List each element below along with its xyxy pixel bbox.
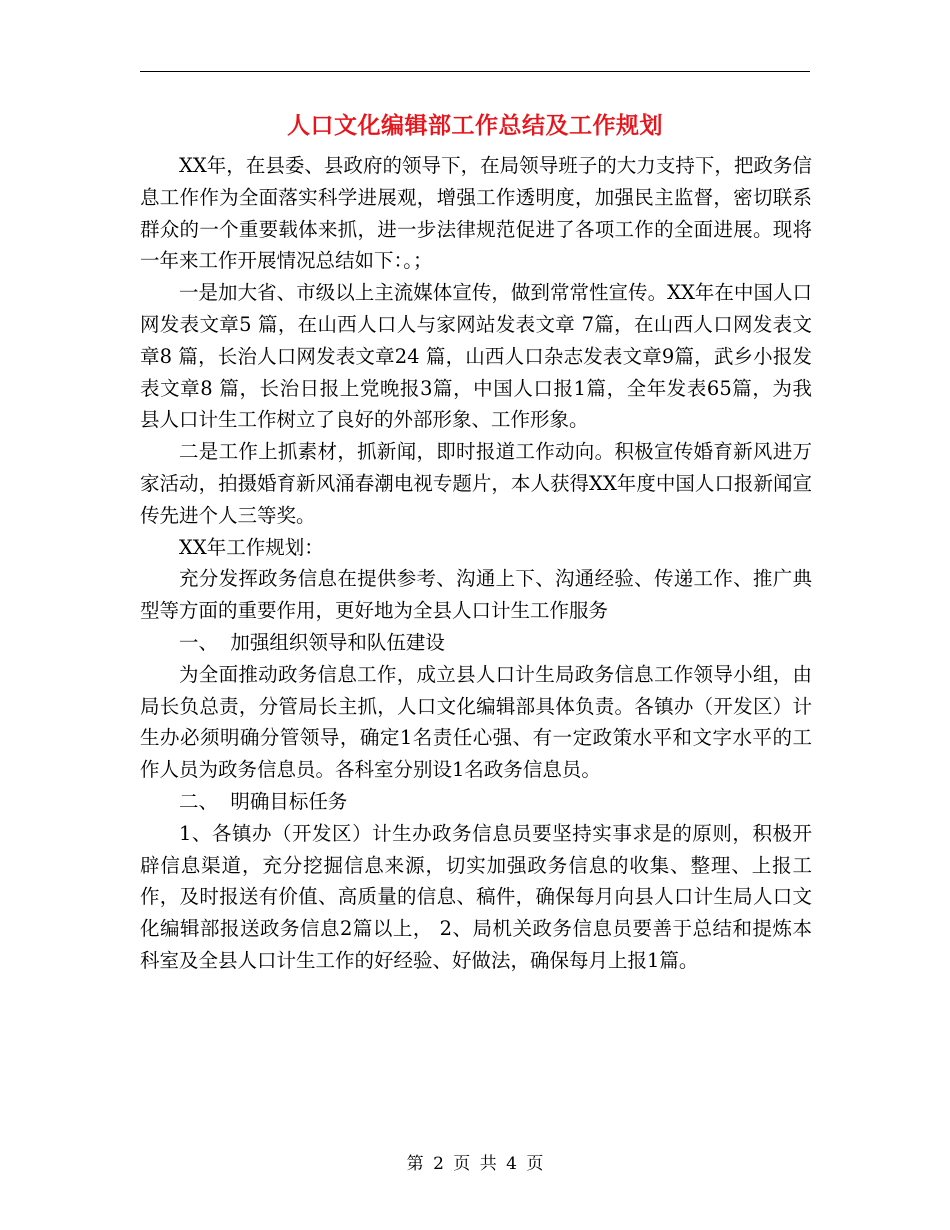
paragraph-plan-intro: 充分发挥政务信息在提供参考、沟通上下、沟通经验、传递工作、推广典型等方面的重要作用，更好地为全县人口计生工作服务 — [140, 567, 812, 623]
paragraph-intro: XX年，在县委、县政府的领导下，在局领导班子的大力支持下，把政务信息工作作为全面落实科学进展观，增强工作透明度，加强民主监督，密切联系群众的一个重要载体来抓，进一步法律规范促进了各项工作的全面进展。现将一年来工作开展情况总结如下：。； — [140, 154, 812, 273]
paragraph-organization: 为全面推动政务信息工作，成立县人口计生局政务信息工作领导小组，由局长负总责，分管局长主抓，人口文化编辑部具体负责。各镇办（开发区）计生办必须明确分管领导，确定1名责任心强、有一定政策水平和文字水平的工作人员为政务信息员。各科室分别设1名政务信息员。 — [140, 662, 812, 782]
document-title: 人口文化编辑部工作总结及工作规划 — [287, 112, 663, 139]
paragraph-targets: 1、各镇办（开发区）计生办政务信息员要坚持实事求是的原则，积极开辟信息渠道，充分挖掘信息来源，切实加强政务信息的收集、整理、上报工作，及时报送有价值、高质量的信息、稿件，确保每月向县人口计生局人口文化编辑部报送政务信息2篇以上， 2、局机关政务信息员要善于总结和提炼本科室及全县人口计生工作的好经验、好做法，确保每月上报1篇。 — [140, 821, 812, 972]
page-number: 第 2 页 共 4 页 — [406, 1154, 544, 1174]
section-heading-targets: 二、 明确目标任务 — [179, 789, 348, 813]
document-body — [140, 150, 812, 977]
paragraph-media-publicity: 一是加大省、市级以上主流媒体宣传，做到常常性宣传。XX年在中国人口网发表文章5 篇，在山西人口人与家网站发表文章 7篇，在山西人口网发表文章8 篇，长治人口网发表文章24 篇，山西人口杂志发表文章9篇，武乡小报发表文章8 篇，长治日报上党晚报3篇，中国人口报1篇，全年发表65篇，为我县人口计生工作树立了良好的外部形象、工作形象。 — [140, 281, 812, 432]
header-rule — [140, 71, 810, 72]
paragraph-plan-heading: XX年工作规划： — [179, 535, 324, 559]
paragraph-news-reporting: 二是工作上抓素材，抓新闻，即时报道工作动向。积极宣传婚育新风进万家活动，拍摄婚育新风涌春潮电视专题片，本人获得XX年度中国人口报新闻宣传先进个人三等奖。 — [140, 440, 812, 527]
section-heading-organization: 一、 加强组织领导和队伍建设 — [179, 630, 445, 654]
